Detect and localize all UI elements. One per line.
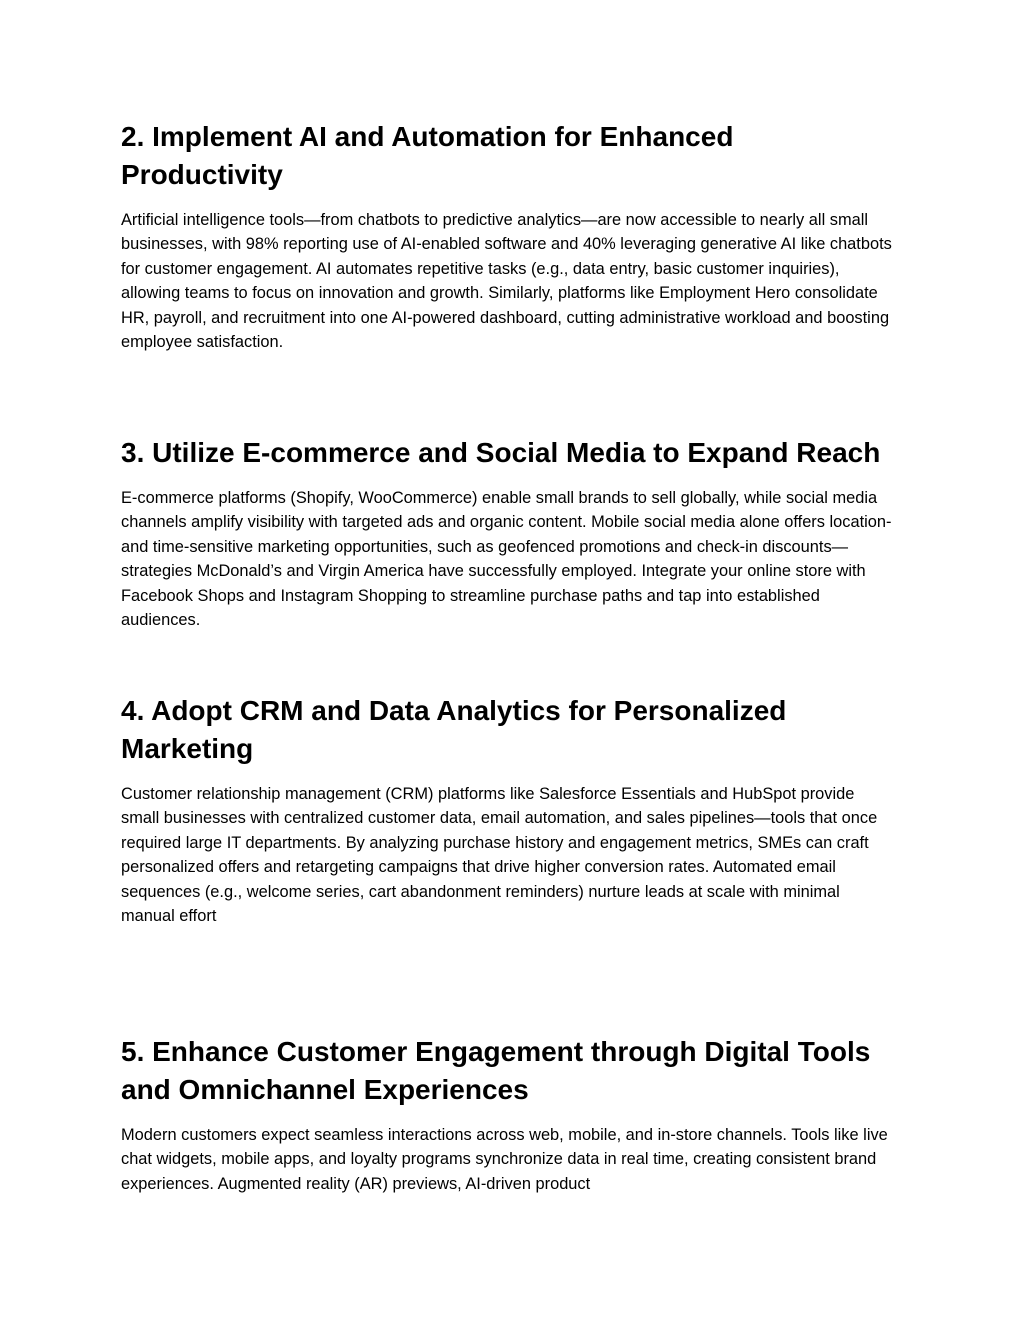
section-heading: 2. Implement AI and Automation for Enhanced Productivity <box>121 121 734 190</box>
section-body: Modern customers expect seamless interactions across web, mobile, and in‑store channels. Tools like live chat widgets, mobile apps, and loyalty programs synchronize data in real time, creating consistent brand experiences. Augmented reality (AR) previews, AI‑driven product <box>121 1126 888 1193</box>
section-heading: 3. Utilize E‑commerce and Social Media to Expand Reach <box>121 437 881 468</box>
section-crm-analytics <box>121 692 896 928</box>
section-body: E‑commerce platforms (Shopify, WooCommerce) enable small brands to sell globally, while social media channels amplify visibility with targeted ads and organic content. Mobile social media alone offers location‑ and time‑sensitive marketing opportunities, such as geofenced promotions and check‑in discounts—strategies McDonald’s and Virgin America have successfully employed. Integrate your online store with Facebook Shops and Instagram Shopping to streamline purchase paths and tap into established audiences. <box>121 489 892 630</box>
section-heading: 5. Enhance Customer Engagement through Digital Tools and Omnichannel Experiences <box>121 1036 871 1105</box>
section-ecommerce-social <box>121 434 896 632</box>
section-body: Customer relationship management (CRM) platforms like Salesforce Essentials and HubSpot provide small businesses with centralized customer data, email automation, and sales pipelines—tools that once required large IT departments. By analyzing purchase history and engagement metrics, SMEs can craft personalized offers and retargeting campaigns that drive higher conversion rates. Automated email sequences (e.g., welcome series, cart abandonment reminders) nurture leads at scale with minimal manual effort <box>121 785 878 926</box>
section-ai-automation <box>121 118 896 354</box>
section-heading: 4. Adopt CRM and Data Analytics for Personalized Marketing <box>121 695 787 764</box>
section-customer-engagement <box>121 1033 896 1196</box>
section-body: Artificial intelligence tools—from chatbots to predictive analytics—are now accessible to nearly all small businesses, with 98% reporting use of AI‑enabled software and 40% leveraging generative AI like chatbots for customer engagement. AI automates repetitive tasks (e.g., data entry, basic customer inquiries), allowing teams to focus on innovation and growth. Similarly, platforms like Employment Hero consolidate HR, payroll, and recruitment into one AI‑powered dashboard, cutting administrative workload and boosting employee satisfaction. <box>121 211 892 352</box>
